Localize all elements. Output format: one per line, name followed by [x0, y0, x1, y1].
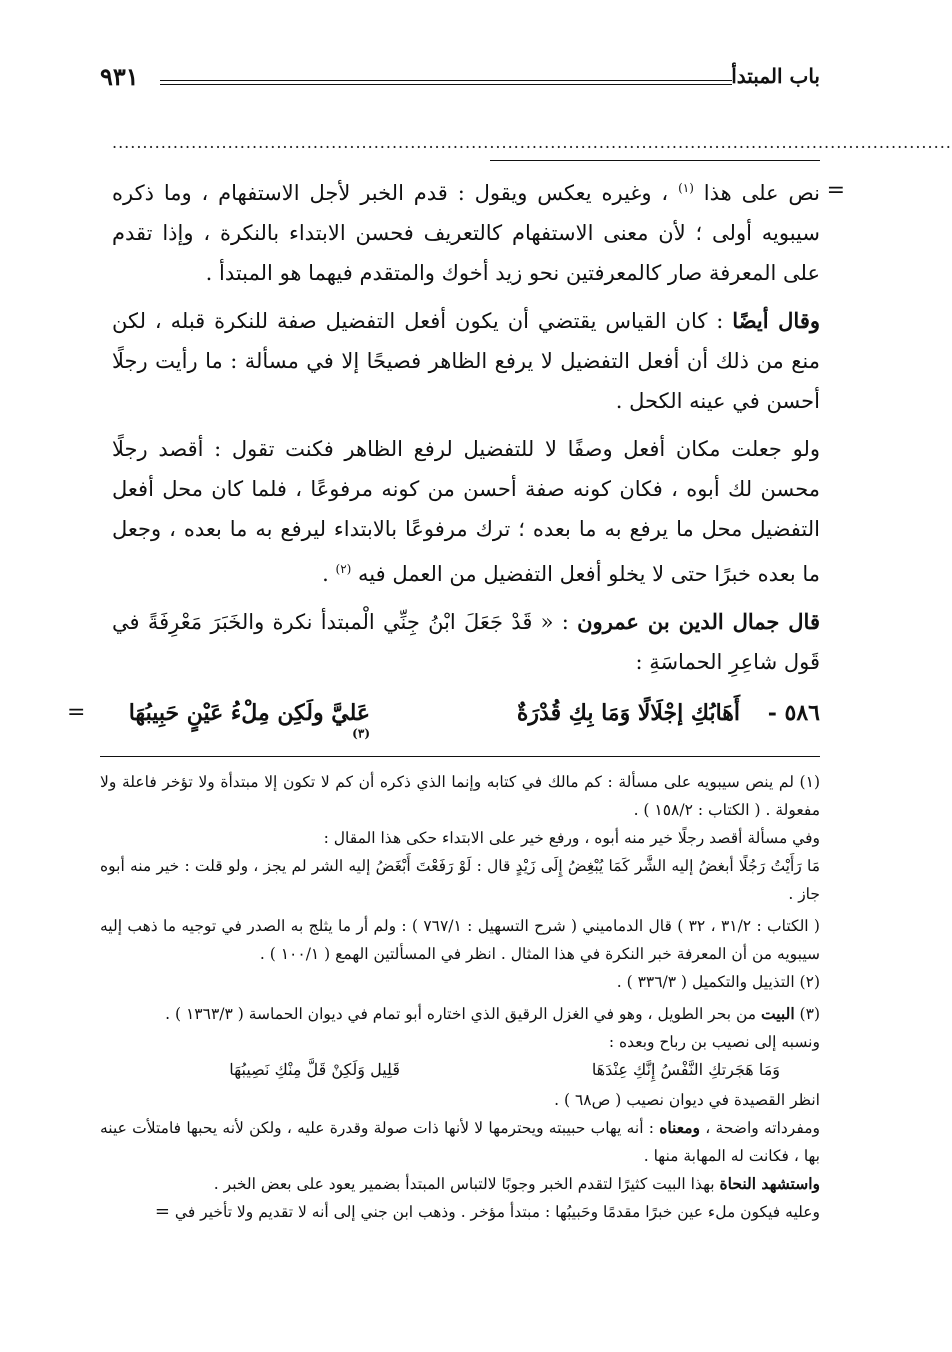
paragraph-lead: وقال أيضًا: [732, 308, 820, 333]
footnote-3-line: وعليه فيكون ملء عين خبرًا مقدمًا وحَبيبُها : مبتدأ مؤخر . وذهب ابن جني إلى أنه لا تقديم ولا تأخير في =: [154, 1201, 820, 1222]
poem-hemistich-1: وَمَا هَجَرتكِ النَّفْسُ إِنَّكِ عِنْدَهَا: [591, 1060, 780, 1079]
verse-hemistich-1: أَهَابُكِ إجْلَالًا وَمَا بِكِ قُدْرَةٌ: [516, 700, 740, 726]
continuation-mark: =: [826, 178, 845, 203]
footnote-2: (٢) التذييل والتكميل ( ٣٣٦/٣ ) .: [616, 973, 820, 991]
footnote-1-line: مَا رَأَيْتُ رَجُلًا أبغضُ إليه الشَّر كَمَا يُبْغِضُ إِلَى زَيْدٍ قال : لَوْ رَفَعْتَ أَبْغَضُ إليه الشر لم يجز ، ولو قلت : خير منه أبوه جاز .: [100, 857, 820, 903]
footnote-3-line: واستشهد النحاة بهذا البيت كثيرًا لتقدم الخبر وجوبًا لالتباس المبتدأ بضمير يعود على بعض الخبر .: [213, 1174, 820, 1193]
page-number: ٩٣١: [100, 62, 139, 91]
continuation-mark: =: [154, 1201, 170, 1222]
footnote-ref-2: (٢): [335, 562, 352, 576]
footnote-1-line: ( الكتاب : ٣١/٢ ، ٣٢ ) قال الدماميني ( شرح التسهيل : ٧٦٧/١ ) : ولم أر ما يثلج به الصدر في توجيه ما ذهب إليه سيبويه من أن المعرفة خبر النكرة في هذا المثال . انظر في المسألتين الهمع ( ١٠٠/١ ) .: [100, 917, 820, 963]
footnote-1: (١) لم ينص سيبويه على مسألة : كم مالك في كتابه وإنما الذي ذكره أن كم لا تكون إلا مبتدأة ولا تؤخر فاعلة ولا مفعولة . ( الكتاب : ١٥٨/٢ ) .: [100, 773, 820, 819]
footnotes: [100, 768, 820, 1226]
running-header: [100, 62, 820, 102]
poetry-verse: [67, 700, 820, 741]
continuation-mark: =: [67, 700, 86, 725]
header-double-rule: [160, 80, 732, 85]
footnote-3-line: ونسبه إلى نصيب بن رباح وبعده :: [608, 1033, 820, 1051]
section-rule: [490, 160, 820, 161]
paragraph-1: نص على هذا $^{(١)}$ ، وغيره يعكس ويقول : قدم الخبر لأجل الاستفهام ، وما ذكره سيبويه أولى ؛ لأن معنى الاستفهام كالتعريف فحسن الابتداء بالنكرة ، وإذا تقدم على المعرفة صار كالمعرفتين نحو زيد أخوك والمتقدم فيهما هو المبتدأ .: [112, 181, 821, 285]
paragraph-3: ولو جعلت مكان أفعل وصفًا لا للتفضيل لرفع الظاهر فكنت تقول : أقصد رجلًا محسن لك أبوه ، فكان كونه صفة أحسن من كونه مرفوعًا ، فلما كان محل أفعل التفضيل محل ما يرفع به ما بعده ؛ ترك مرفوعًا بالابتداء ليرفع به ما بعده ، وجعل ما بعده خبرًا حتى لا يخلو أفعل التفضيل من العمل فيه $^{(٢)}$ .: [112, 437, 820, 586]
footnote-3: (٣) البيت من بحر الطويل ، وهو في الغزل الرقيق الذي اختاره أبو تمام في ديوان الحماسة ( ١٣٦٣/٣ ) .: [165, 1004, 820, 1023]
footnote-1-line: وفي مسألة أقصد رجلًا خير منه أبوه ، ورفع خير على الابتداء حكى هذا المقال :: [323, 829, 820, 847]
paragraph-lead: قال جمال الدين بن عمرون: [577, 609, 820, 634]
footnote-ref-3: (٣): [352, 726, 370, 741]
footnote-ref-1: (١): [678, 181, 694, 195]
dotted-separator: ..........................................................................................................................................: [112, 133, 952, 152]
verse-hemistich-2: عَليَّ ولَكِن مِلْءُ عَيْنٍ حَبِيبُهَا $^{(٣)}$: [128, 700, 370, 741]
chapter-title: باب المبتدأ: [731, 64, 820, 88]
verse-number: ٥٨٦ -: [767, 700, 820, 726]
paragraph-2: وقال أيضًا : كان القياس يقتضي أن يكون أفعل التفضيل صفة للنكرة قبله ، لكن منع من ذلك أن أفعل التفضيل لا يرفع الظاهر فصيحًا إلا في مسألة : ما رأيت رجلًا أحسن في عينه الكحل .: [112, 308, 820, 413]
footnote-separator: [100, 756, 820, 757]
footnote-poem: [100, 1056, 820, 1086]
poem-hemistich-2: قَلِيل وَلَكِنْ قَلَّ مِنْكِ نَصِيبُهَا: [229, 1060, 400, 1079]
paragraph-4: قال جمال الدين بن عمرون : « قَدْ جَعَلَ ابْنُ جِنِّي الْمبتدأ نكرة والخَبَرَ مَعْرِفَةً في قَول شاعِرِ الحماسَةِ :: [112, 609, 820, 674]
footnote-3-line: انظر القصيدة في ديوان نصيب ( ص٦٨ ) .: [554, 1091, 820, 1109]
footnote-3-line: ومفرداته واضحة ، ومعناه : أنه يهاب حبيبته ويحترمها لا لأنها ذات صولة وقدرة عليه ، ولكن لأنه يحبها فامتلأت عينه بها ، فكانت له المهابة منها .: [100, 1118, 820, 1165]
main-text: [112, 168, 820, 690]
